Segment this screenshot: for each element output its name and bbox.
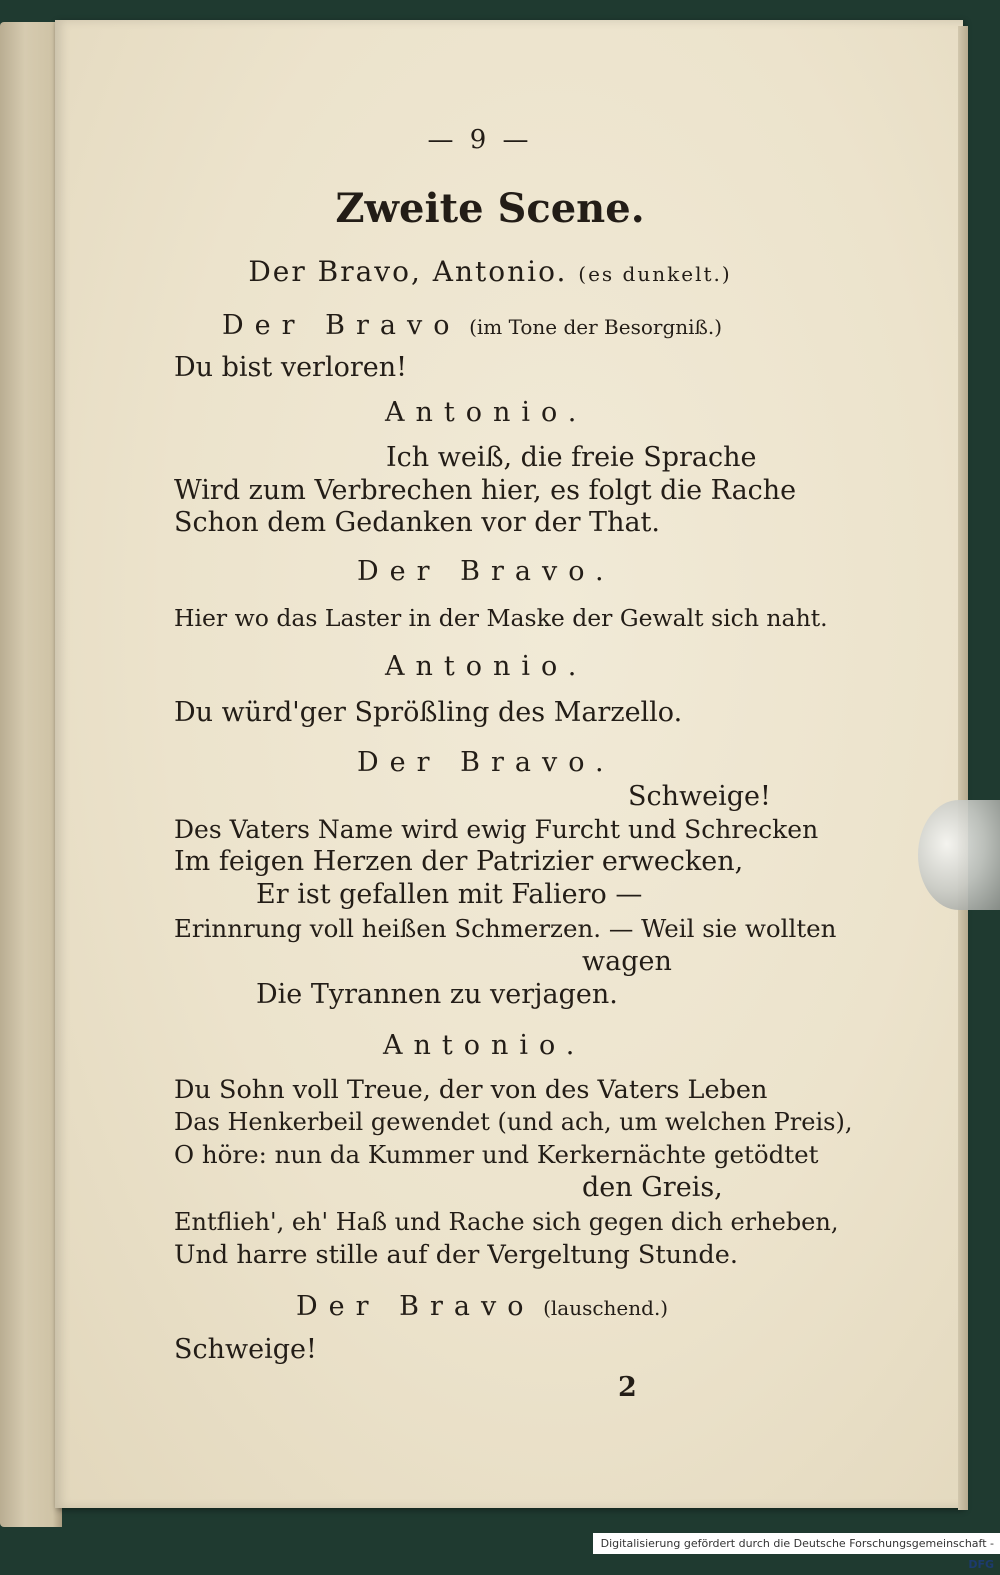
verse-line: Entflieh', eh' Haß und Rache sich gegen dich erheben, [174,1208,839,1236]
page-number: — 9 — [427,125,533,155]
verse-line: Die Tyrannen zu verjagen. [256,979,618,1010]
speaker-name: Antonio. [385,397,588,428]
speaker-name: Antonio. [383,1030,586,1061]
verse-line: Des Vaters Name wird ewig Furcht und Schrecken [174,815,819,844]
speaker-name: Antonio. [385,651,588,682]
stage-direction: (es dunkelt.) [578,262,732,286]
verse-line: Das Henkerbeil gewendet (und ach, um welchen Preis), [174,1108,853,1136]
speaker-line [222,310,722,343]
verse-line: Ich weiß, die freie Sprache [386,442,757,473]
verse-line: Schweige! [628,781,771,812]
verse-line: Du würd'ger Sprößling des Marzello. [174,697,683,728]
verse-line: Erinnrung voll heißen Schmerzen. — Weil sie wollten [174,914,837,943]
verse-line: Du Sohn voll Treue, der von des Vaters Leben [174,1075,768,1105]
verse-line: wagen [582,946,672,977]
verse-line: Und harre stille auf der Vergeltung Stunde. [174,1240,738,1270]
dfg-logo: DFG [968,1558,994,1571]
speaker-name: Der Bravo. [357,747,615,778]
speaker-name: Der Bravo [222,310,461,341]
speaker-line [296,1291,668,1324]
scene-heading: Zweite Scene. [335,185,645,232]
verse-line: Schon dem Gedanken vor der That. [174,507,660,538]
footer-credit [593,1533,1000,1571]
verse-line: Im feigen Herzen der Patrizier erwecken, [174,846,744,877]
cast-names: Der Bravo, Antonio. [248,255,568,288]
footer-text: Digitalisierung gefördert durch die Deutsche Forschungsgemeinschaft - [600,1537,994,1550]
page-clip-holder [918,800,1000,910]
speaker-name: Der Bravo. [357,556,615,587]
verse-line: den Greis, [582,1172,723,1203]
verse-line: Du bist verloren! [174,352,407,383]
verse-line: Schweige! [174,1334,317,1365]
verse-line: Er ist gefallen mit Faliero — [256,879,643,910]
speaker-name: Der Bravo [296,1291,535,1322]
cast-line [230,256,750,290]
signature-mark: 2 [618,1372,637,1403]
verse-line: O höre: nun da Kummer und Kerkernächte getödtet [174,1140,819,1169]
verse-line: Wird zum Verbrechen hier, es folgt die Rache [174,475,797,506]
verse-line: Hier wo das Laster in der Maske der Gewalt sich naht. [174,604,828,632]
stage-direction: (im Tone der Besorgniß.) [469,315,723,339]
stage-direction: (lauschend.) [543,1296,669,1320]
